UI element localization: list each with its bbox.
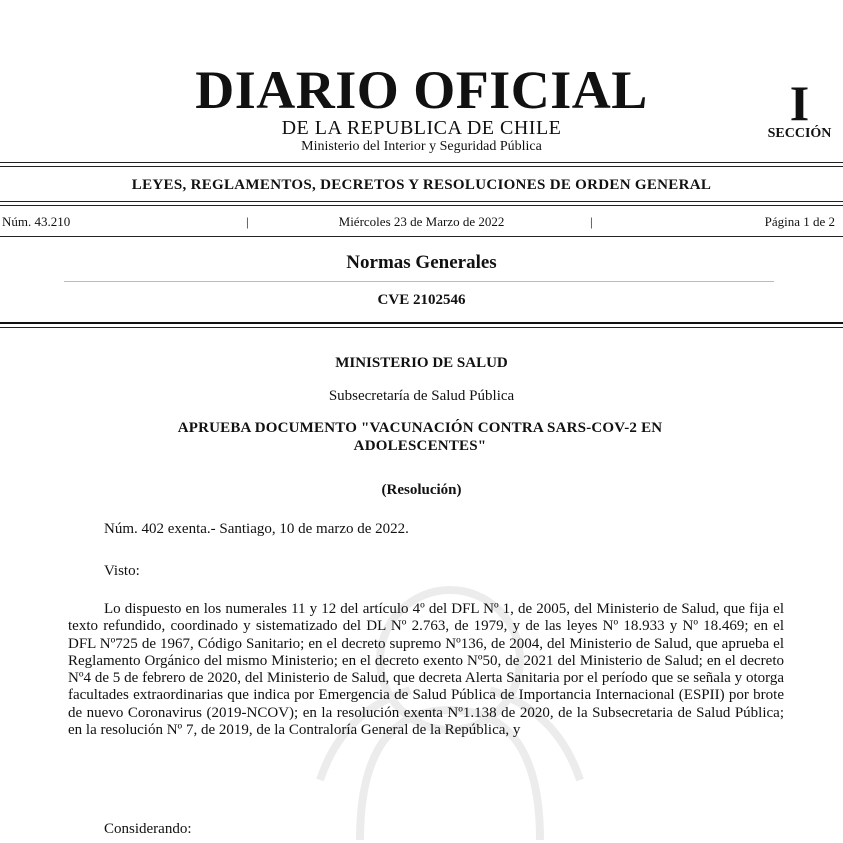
ministry-heading: MINISTERIO DE SALUD (335, 355, 508, 371)
masthead-ministry: Ministerio del Interior y Seguridad Pública (301, 139, 542, 154)
section-number: I (789, 75, 810, 131)
separator: | (246, 214, 249, 229)
subsecretaria: Subsecretaría de Salud Pública (328, 388, 515, 404)
info-rule (0, 236, 843, 237)
section-mark (756, 75, 843, 142)
issue-date: Miércoles 23 de Marzo de 2022 (338, 214, 505, 229)
masthead-subtitle: DE LA REPUBLICA DE CHILE (281, 117, 562, 139)
band-rule-2 (0, 205, 843, 206)
thick-rule-2 (0, 327, 843, 328)
band-rule-1 (0, 201, 843, 202)
visto-paragraph: Lo dispuesto en los numerales 11 y 12 del artículo 4º del DFL Nº 1, de 2005, del Ministerio de Salud, que fija el texto refundido, coordinado y sistematizado del DL Nº 2.763, de 1979, y de las leyes Nº 18.933 y Nº 18.469; en el DFL Nº725 de 1967, Código Sanitario; en el decreto supremo Nº136, de 2004, del Ministerio de Salud, que aprueba el Reglamento Orgánico del mismo Ministerio; en el decreto exento Nº50, de 2021 del Ministerio de Salud; en el decreto Nº4 de 5 de febrero de 2020, del Ministerio de Salud, que decreta Alerta Sanitaria por el período que se señala y otorga facultades extraordinarias que indica por Emergencia de Salud Pública de Importancia Internacional (ESPII) por brote de nuevo Coronavirus (2019-NCOV); en la resolución exenta Nº1.138 de 2020, de la Subsecretaria de Salud Pública; en la resolución Nº 7, de 2019, de la Contraloría General de la República, y (68, 601, 784, 739)
page-indicator: Página 1 de 2 (764, 214, 835, 229)
thick-rule-1 (0, 322, 843, 324)
cve-code: CVE 2102546 (377, 292, 466, 308)
issue-number: Núm. 43.210 (2, 214, 71, 229)
resolution-number: Núm. 402 exenta.- Santiago, 10 de marzo de 2022. (104, 521, 409, 537)
section-label: SECCIÓN (767, 126, 832, 141)
normas-generales-heading: Normas Generales (346, 252, 497, 273)
masthead-title: DIARIO OFICIAL (195, 60, 648, 120)
considerando-heading: Considerando: (104, 821, 192, 837)
document-title: APRUEBA DOCUMENTO "VACUNACIÓN CONTRA SARS-COV-2 EN ADOLESCENTES" (177, 420, 663, 454)
top-rule-2 (0, 166, 843, 167)
top-rule-1 (0, 162, 843, 163)
info-bar (0, 213, 843, 231)
normas-rule (64, 281, 774, 282)
section-band: LEYES, REGLAMENTOS, DECRETOS Y RESOLUCIONES DE ORDEN GENERAL (131, 177, 712, 193)
separator: | (590, 214, 593, 229)
resolution-label: (Resolución) (381, 482, 462, 498)
visto-heading: Visto: (104, 563, 140, 579)
